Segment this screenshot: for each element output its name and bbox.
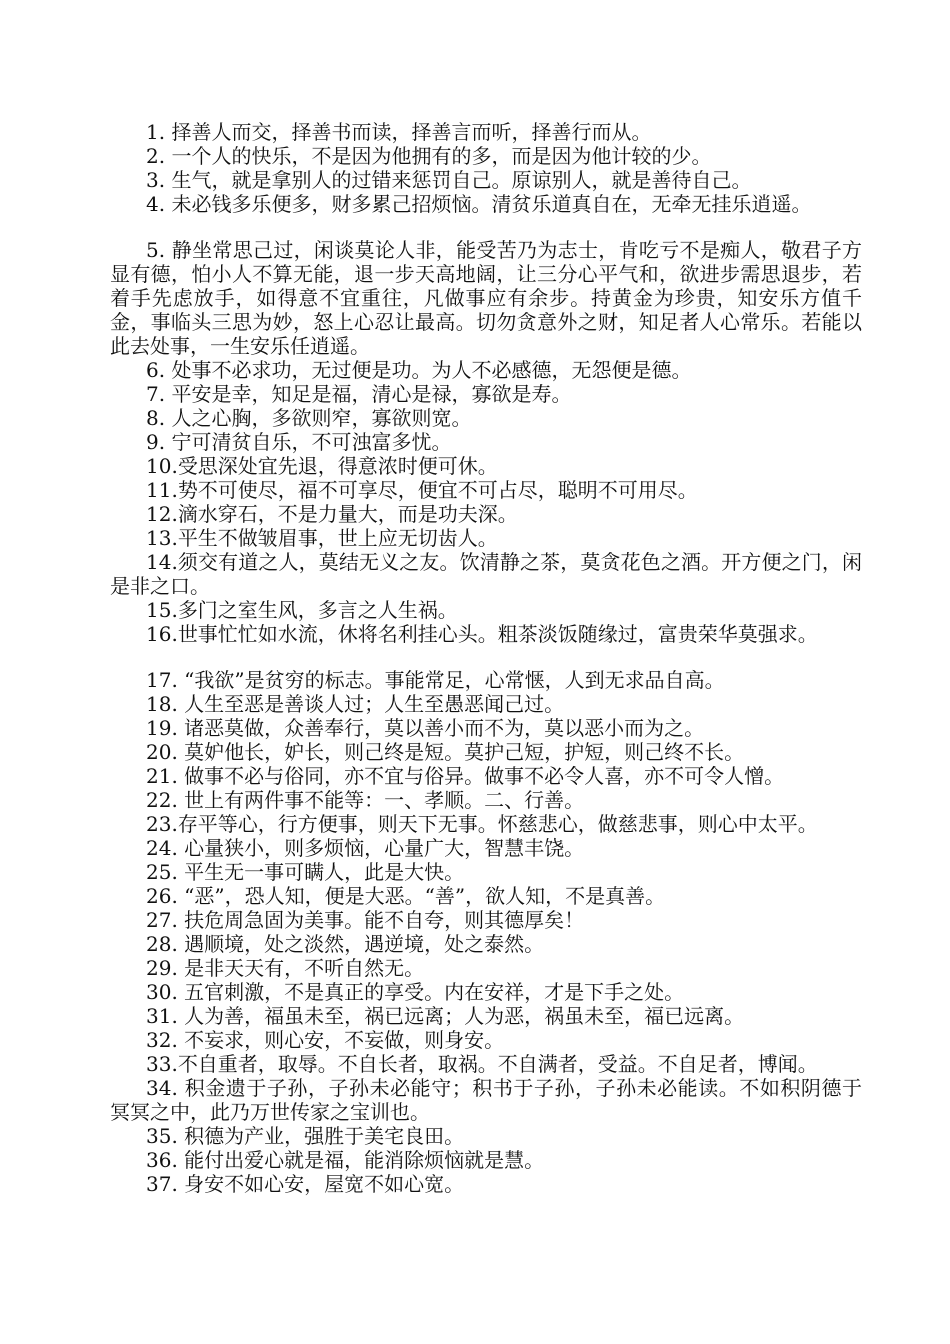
list-item (110, 860, 862, 884)
item-number: 31. (146, 1004, 178, 1028)
item-text: 是非天天有，不听自然无。 (184, 956, 425, 980)
item-text: 静坐常思己过，闲谈莫论人非，能受苦乃为志士，肯吃亏不是痴人，敬君子方显有德，怕小人不算无能，退一步天高地阔，让三分心平气和，欲进步需思退步，若着手先虑放手，如得意不宜重往，凡做事应有余步。持黄金为珍贵，知安乐方值千金，事临头三思为妙，怒上心忍让最高。切勿贪意外之财，知足者人心常乐。若能以此去处事，一生安乐任逍遥。 (110, 238, 863, 358)
item-number: 26. (146, 884, 178, 908)
item-text: “我欲”是贫穷的标志。事能常足，心常惬，人到无求品自高。 (184, 668, 725, 692)
list-item (110, 168, 862, 192)
item-number: 30. (146, 980, 178, 1004)
item-number: 4. (146, 192, 166, 216)
item-text: 积德为产业，强胜于美宅良田。 (184, 1124, 465, 1148)
item-number: 18. (146, 692, 178, 716)
item-text: 生气，就是拿别人的过错来惩罚自己。原谅别人，就是善待自己。 (171, 168, 752, 192)
section-gap (110, 646, 862, 668)
item-number: 1. (146, 120, 166, 144)
item-text: 不妄求，则心安，不妄做，则身安。 (184, 1028, 505, 1052)
item-number: 25. (146, 860, 178, 884)
item-text: 身安不如心安，屋宽不如心宽。 (184, 1172, 465, 1196)
item-number: 12. (146, 502, 178, 526)
list-item (110, 692, 862, 716)
item-text: 不自重者，取辱。不自长者，取祸。不自满者，受益。不自足者，博闻。 (177, 1052, 818, 1076)
item-text: 积金遗于子孙，子孙未必能守；积书于子孙，子孙未必能读。不如积阴德于冥冥之中，此乃万世传家之宝训也。 (110, 1076, 863, 1124)
item-text: 平安是幸，知足是福，清心是禄，寡欲是寿。 (171, 382, 572, 406)
list-item (110, 454, 862, 478)
list-item (110, 1172, 862, 1196)
item-text: 处事不必求功，无过便是功。为人不必感德，无怨便是德。 (171, 358, 692, 382)
item-text: 扶危周急固为美事。能不自夸，则其德厚矣！ (184, 908, 585, 932)
list-item (110, 598, 862, 622)
item-text: 人之心胸，多欲则窄，寡欲则宽。 (171, 406, 472, 430)
item-number: 36. (146, 1148, 178, 1172)
list-item (110, 1124, 862, 1148)
item-number: 20. (146, 740, 178, 764)
list-item (110, 478, 862, 502)
list-item (110, 622, 862, 646)
item-text: 心量狭小，则多烦恼，心量广大，智慧丰饶。 (184, 836, 585, 860)
item-text: 诸恶莫做，众善奉行，莫以善小而不为，莫以恶小而为之。 (184, 716, 705, 740)
item-number: 19. (146, 716, 178, 740)
list-item (110, 406, 862, 430)
list-item (110, 526, 862, 550)
list-item (110, 192, 862, 216)
item-text: 人为善，福虽未至，祸已远离；人为恶，祸虽未至，福已远离。 (184, 1004, 745, 1028)
list-item (110, 812, 862, 836)
item-text: 受思深处宜先退，得意浓时便可休。 (177, 454, 498, 478)
item-text: 能付出爱心就是福，能消除烦恼就是慧。 (184, 1148, 545, 1172)
item-number: 13. (146, 526, 178, 550)
item-number: 35. (146, 1124, 178, 1148)
list-item (110, 550, 862, 598)
list-item (110, 764, 862, 788)
item-number: 6. (146, 358, 166, 382)
list-item (110, 1004, 862, 1028)
item-text: 宁可清贫自乐，不可浊富多忧。 (171, 430, 452, 454)
item-text: 平生不做皱眉事，世上应无切齿人。 (177, 526, 498, 550)
item-number: 17. (146, 668, 178, 692)
item-text: 世上有两件事不能等：一、孝顺。二、行善。 (184, 788, 585, 812)
item-number: 2. (146, 144, 166, 168)
list-item (110, 382, 862, 406)
item-number: 5. (146, 238, 166, 262)
section-group-2 (110, 238, 862, 646)
list-item (110, 358, 862, 382)
item-number: 9. (146, 430, 166, 454)
item-number: 7. (146, 382, 166, 406)
item-number: 23. (146, 812, 178, 836)
item-number: 33. (146, 1052, 178, 1076)
section-group-1 (110, 120, 862, 216)
list-item (110, 932, 862, 956)
item-number: 22. (146, 788, 178, 812)
list-item (110, 788, 862, 812)
list-item (110, 836, 862, 860)
item-text: 做事不必与俗同，亦不宜与俗异。做事不必令人喜，亦不可令人憎。 (184, 764, 785, 788)
item-text: 滴水穿石，不是力量大，而是功夫深。 (177, 502, 518, 526)
list-item (110, 1076, 862, 1124)
item-number: 34. (146, 1076, 178, 1100)
item-number: 11. (146, 478, 178, 502)
section-gap (110, 216, 862, 238)
item-text: 多门之室生风，多言之人生祸。 (177, 598, 458, 622)
item-text: “恶”，恐人知，便是大恶。“善”，欲人知，不是真善。 (184, 884, 666, 908)
section-group-3 (110, 668, 862, 1196)
item-number: 21. (146, 764, 178, 788)
list-item (110, 908, 862, 932)
item-text: 平生无一事可瞒人，此是大快。 (184, 860, 465, 884)
list-item (110, 716, 862, 740)
list-item (110, 502, 862, 526)
item-text: 莫妒他长，妒长，则己终是短。莫护己短，护短，则己终不长。 (184, 740, 745, 764)
item-number: 3. (146, 168, 166, 192)
item-number: 10. (146, 454, 178, 478)
item-number: 16. (146, 622, 178, 646)
item-number: 15. (146, 598, 178, 622)
list-item (110, 668, 862, 692)
item-text: 世事忙忙如水流，休将名利挂心头。粗茶淡饭随缘过，富贵荣华莫强求。 (177, 622, 818, 646)
item-number: 37. (146, 1172, 178, 1196)
list-item (110, 956, 862, 980)
list-item (110, 980, 862, 1004)
list-item (110, 884, 862, 908)
item-number: 24. (146, 836, 178, 860)
item-number: 28. (146, 932, 178, 956)
item-number: 29. (146, 956, 178, 980)
item-text: 遇顺境，处之淡然，遇逆境，处之泰然。 (184, 932, 545, 956)
item-text: 势不可使尽，福不可享尽，便宜不可占尽，聪明不可用尽。 (177, 478, 698, 502)
list-item (110, 238, 862, 358)
list-item (110, 1028, 862, 1052)
list-item (110, 1148, 862, 1172)
item-text: 择善人而交，择善书而读，择善言而听，择善行而从。 (171, 120, 652, 144)
item-text: 须交有道之人，莫结无义之友。饮清静之茶，莫贪花色之酒。开方便之门，闲是非之口。 (110, 550, 862, 598)
item-number: 27. (146, 908, 178, 932)
document-page (110, 120, 862, 1196)
list-item (110, 144, 862, 168)
item-text: 存平等心，行方便事，则天下无事。怀慈悲心，做慈悲事，则心中太平。 (177, 812, 818, 836)
list-item (110, 1052, 862, 1076)
item-number: 14. (146, 550, 178, 574)
item-number: 32. (146, 1028, 178, 1052)
item-text: 一个人的快乐，不是因为他拥有的多，而是因为他计较的少。 (171, 144, 712, 168)
list-item (110, 120, 862, 144)
item-number: 8. (146, 406, 166, 430)
item-text: 未必钱多乐便多，财多累己招烦恼。清贫乐道真自在，无牵无挂乐逍遥。 (171, 192, 812, 216)
list-item (110, 430, 862, 454)
item-text: 五官刺激，不是真正的享受。内在安祥，才是下手之处。 (184, 980, 685, 1004)
list-item (110, 740, 862, 764)
item-text: 人生至恶是善谈人过；人生至愚恶闻己过。 (184, 692, 565, 716)
